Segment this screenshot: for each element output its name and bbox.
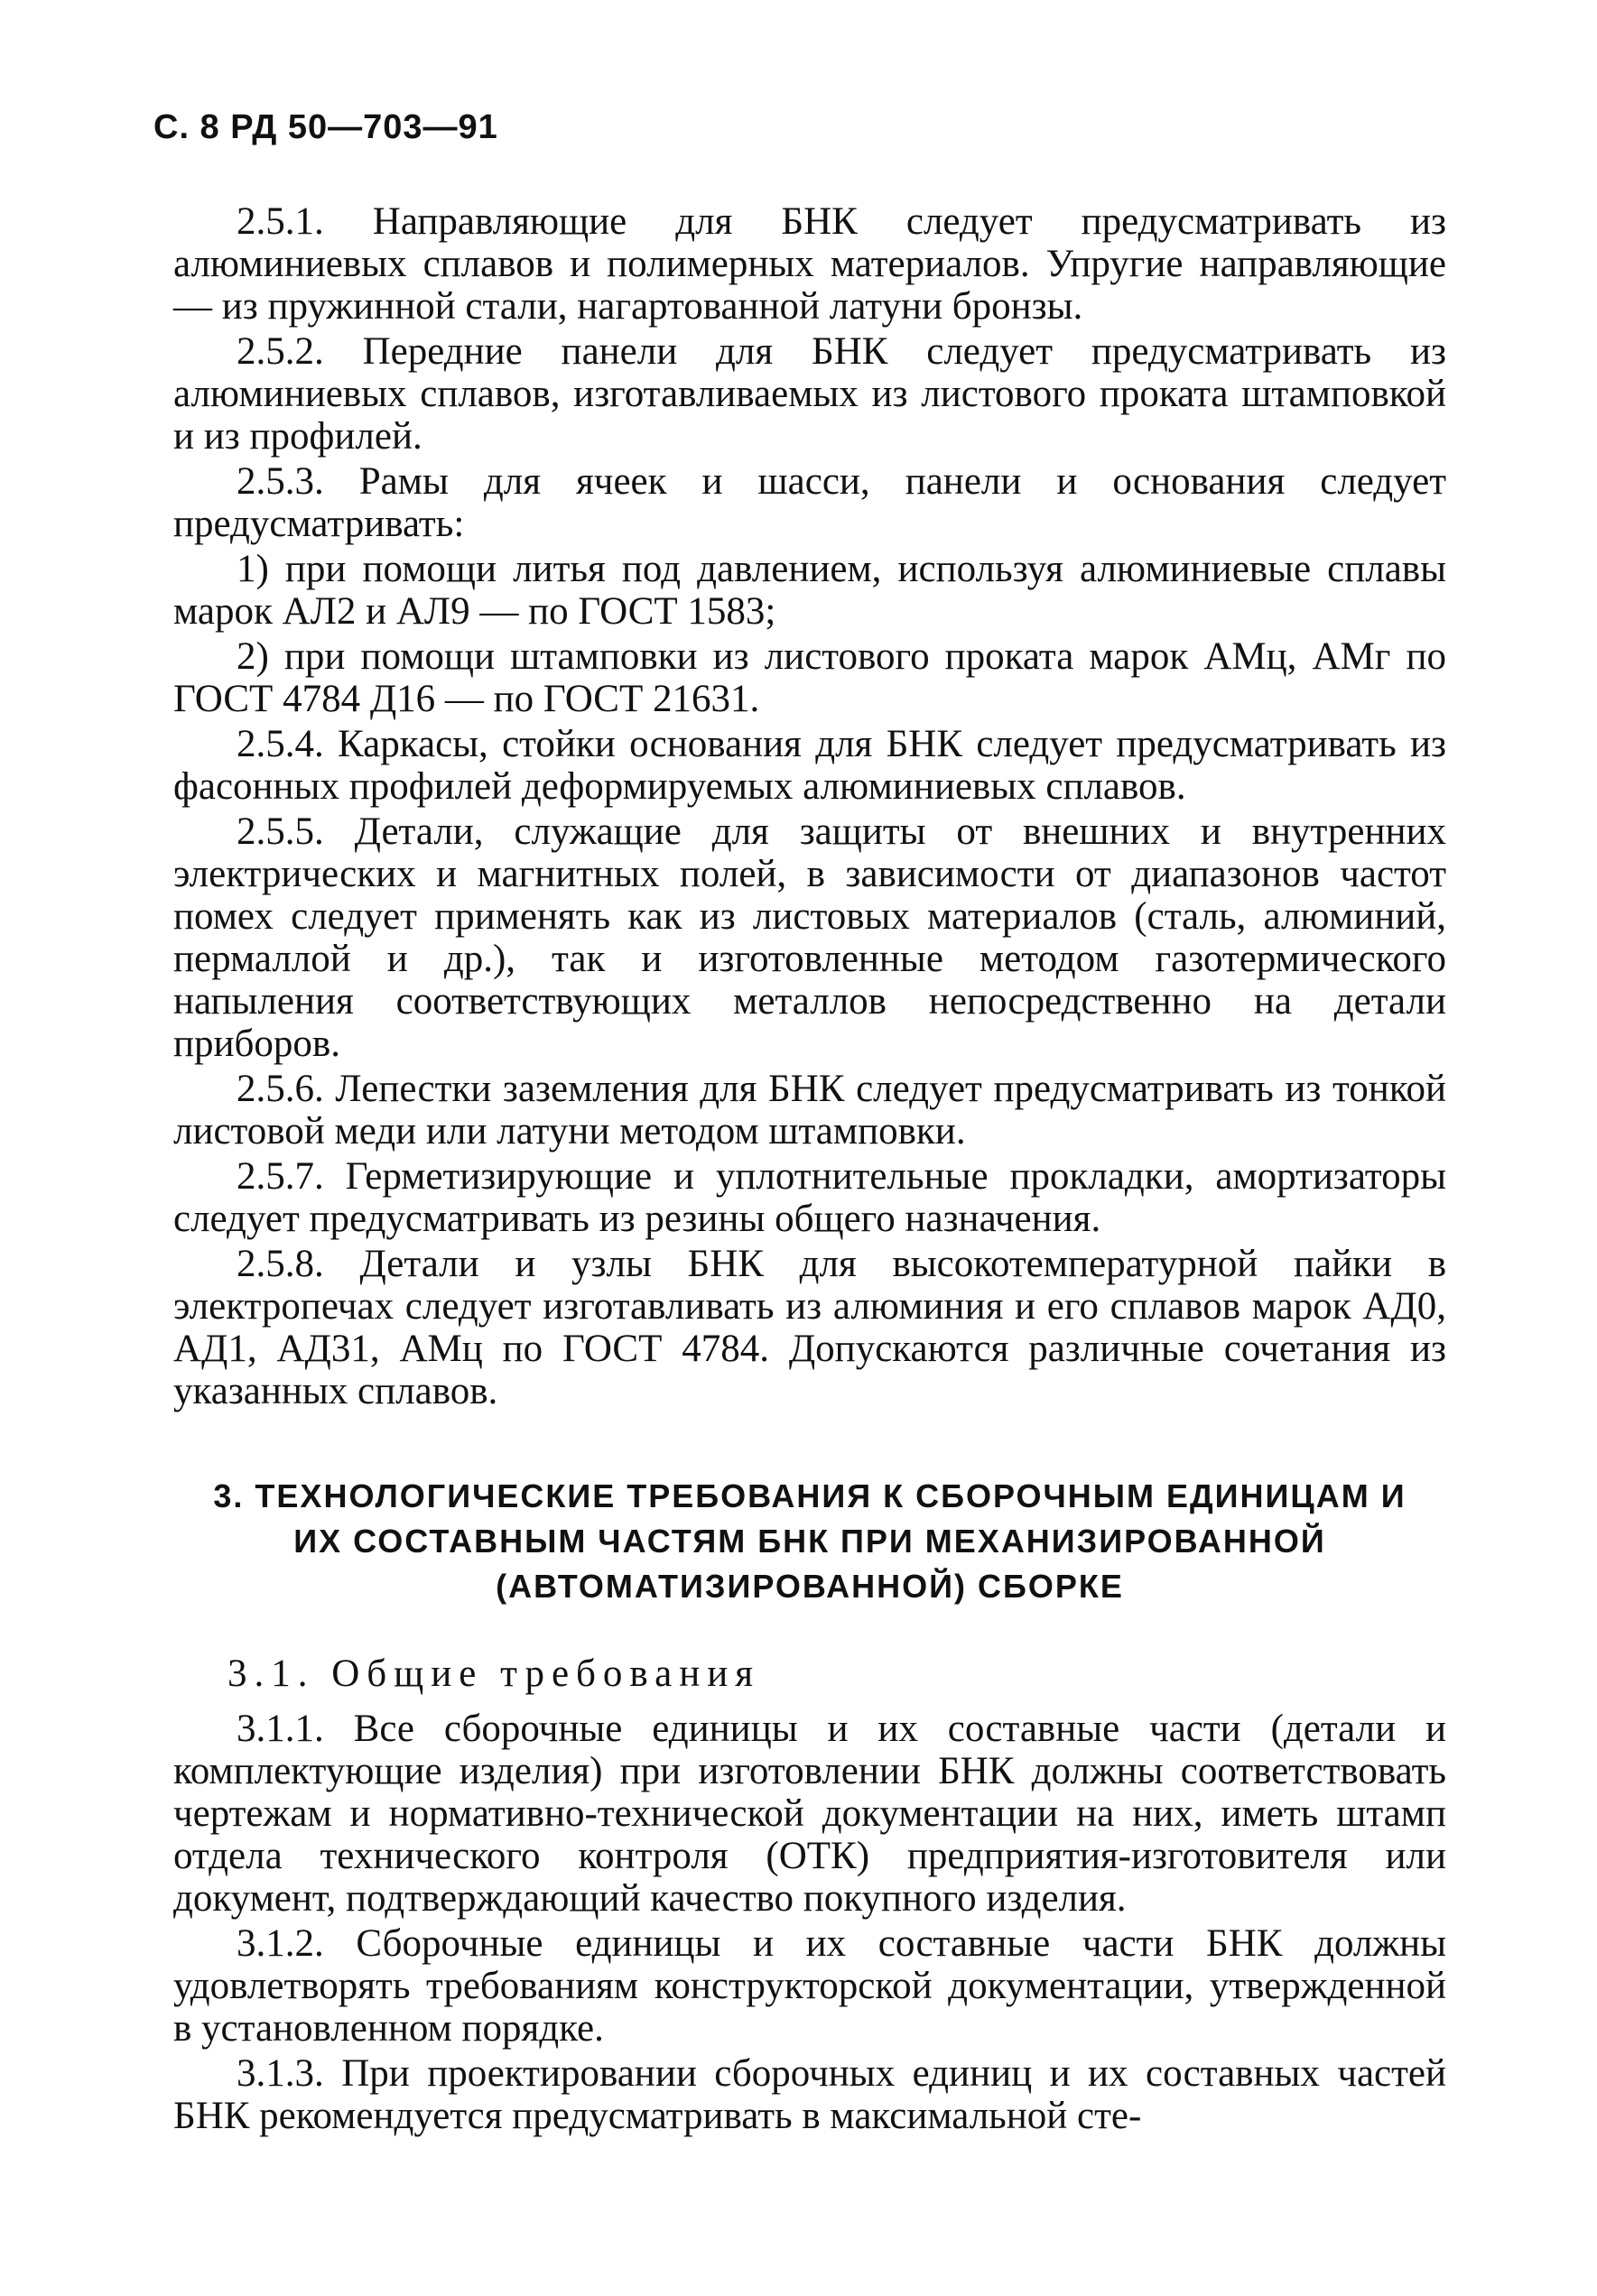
paragraph-2-5-5: 2.5.5. Детали, служащие для защиты от внешних и внутренних электрических и магнитных полей, в зависимости от диапазонов частот помех следует применять как из листовых материалов (сталь, алюминий, пермаллой и др.), так и изготовленные методом газотермического напыления соответствующих металлов непосредственно на детали приборов. [173,810,1446,1065]
paragraph-2-5-4: 2.5.4. Каркасы, стойки основания для БНК следует предусматривать из фасонных профилей деформируемых алюминиевых сплавов. [173,723,1446,808]
paragraph-2-5-7: 2.5.7. Герметизирующие и уплотнительные прокладки, амортизаторы следует предусматривать из резины общего назначения. [173,1155,1446,1240]
paragraph-3-1-3: 3.1.3. При проектировании сборочных единиц и их составных частей БНК рекомендуется предусматривать в максимальной сте- [173,2052,1446,2137]
list-item-1: 1) при помощи литья под давлением, используя алюминиевые сплавы марок АЛ2 и АЛ9 — по ГОСТ 1583; [173,548,1446,633]
paragraph-2-5-1: 2.5.1. Направляющие для БНК следует предусматривать из алюминиевых сплавов и полимерных материалов. Упругие направляющие — из пружинной стали, нагартованной латуни бронзы. [173,200,1446,328]
section-title: 3. ТЕХНОЛОГИЧЕСКИЕ ТРЕБОВАНИЯ К СБОРОЧНЫМ ЕДИНИЦАМ И ИХ СОСТАВНЫМ ЧАСТЯМ БНК ПРИ МЕХАНИЗИРОВАННОЙ (АВТОМАТИЗИРОВАННОЙ) СБОРКЕ [213,1477,1407,1605]
paragraph-2-5-6: 2.5.6. Лепестки заземления для БНК следует предусматривать из тонкой листовой меди или латуни методом штамповки. [173,1068,1446,1153]
paragraph-2-5-3: 2.5.3. Рамы для ячеек и шасси, панели и основания следует предусматривать: [173,460,1446,545]
subsection-title: 3.1. Общие требования [227,1653,761,1695]
page-body [173,200,1446,2140]
paragraph-3-1-1: 3.1.1. Все сборочные единицы и их составные части (детали и комплектующие изделия) при изготовлении БНК должны соответствовать чертежам и нормативно-технической документации на них, иметь штамп отдела технического контроля (ОТК) предприятия-изготовителя или документ, подтверждающий качество покупного изделия. [173,1708,1446,1920]
paragraph-3-1-2: 3.1.2. Сборочные единицы и их составные части БНК должны удовлетворять требованиям конструкторской документации, утвержденной в установленном порядке. [173,1922,1446,2050]
paragraph-2-5-8: 2.5.8. Детали и узлы БНК для высокотемпературной пайки в электропечах следует изготавливать из алюминия и его сплавов марок АД0, АД1, АД31, АМц по ГОСТ 4784. Допускаются различные сочетания из указанных сплавов. [173,1243,1446,1412]
list-item-2: 2) при помощи штамповки из листового проката марок АМц, АМг по ГОСТ 4784 Д16 — по ГОСТ 21631. [173,635,1446,720]
page-header: С. 8 РД 50—703—91 [153,108,498,146]
paragraph-2-5-2: 2.5.2. Передние панели для БНК следует предусматривать из алюминиевых сплавов, изготавливаемых из листового проката штамповкой и из профилей. [173,330,1446,458]
